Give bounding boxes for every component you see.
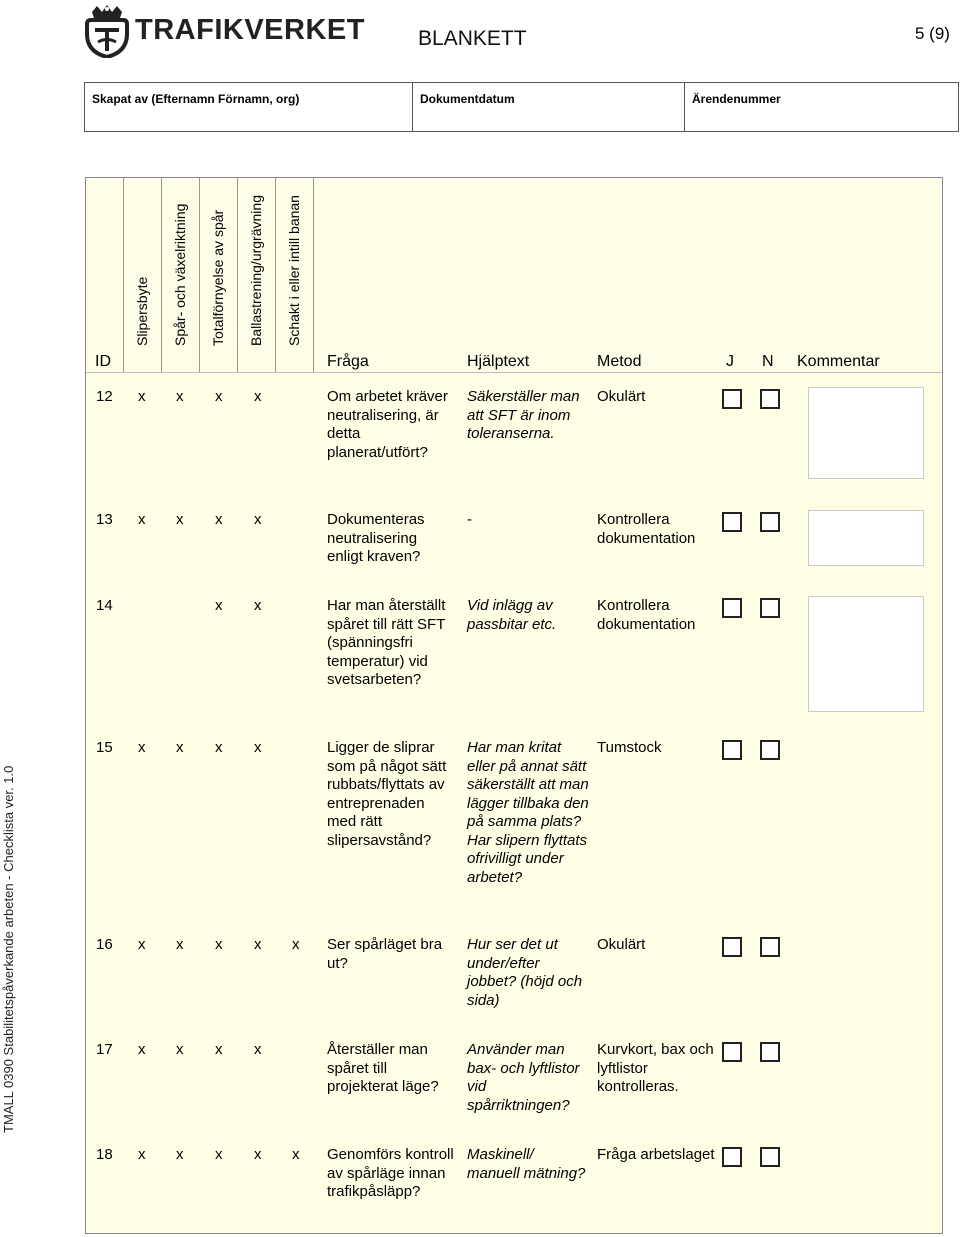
activity-mark: x bbox=[138, 1041, 146, 1058]
checklist-row bbox=[86, 723, 942, 920]
checklist-row bbox=[86, 1130, 942, 1233]
header-activity-column bbox=[276, 178, 314, 372]
header-activity-column bbox=[200, 178, 238, 372]
method-text: Tumstock bbox=[597, 739, 662, 756]
checklist-row bbox=[86, 920, 942, 1025]
header-activity-column bbox=[162, 178, 200, 372]
comment-field[interactable] bbox=[808, 596, 924, 712]
activity-mark: x bbox=[254, 511, 262, 528]
activity-mark: x bbox=[254, 388, 262, 405]
no-checkbox[interactable] bbox=[760, 389, 780, 409]
activity-mark: x bbox=[176, 936, 184, 953]
checklist-row bbox=[86, 583, 942, 723]
activity-mark: x bbox=[138, 511, 146, 528]
question-text: Om arbetet kräver neutralisering, är detta planerat/utfört? bbox=[327, 388, 448, 461]
header-activity-column bbox=[238, 178, 276, 372]
yes-checkbox[interactable] bbox=[722, 1042, 742, 1062]
activity-mark: x bbox=[254, 1041, 262, 1058]
activity-mark: x bbox=[215, 511, 223, 528]
help-text: Använder man bax- och lyftlistor vid spårriktningen? bbox=[467, 1041, 580, 1114]
header-activity-3: Totalförnyelse av spår bbox=[210, 209, 226, 346]
crown-emblem-icon bbox=[82, 4, 132, 58]
header-question: Fråga bbox=[327, 353, 369, 370]
row-id: 17 bbox=[96, 1041, 113, 1058]
header-activity-column bbox=[124, 178, 162, 372]
method-text: Kontrollera dokumentation bbox=[597, 511, 696, 547]
yes-checkbox[interactable] bbox=[722, 937, 742, 957]
header-help: Hjälptext bbox=[467, 353, 530, 370]
activity-mark: x bbox=[176, 739, 184, 756]
question-text: Har man återställt spåret till rätt SFT (spänningsfri temperatur) vid svetsarbeten? bbox=[327, 597, 446, 688]
header-activity-2: Spår- och växelriktning bbox=[172, 203, 188, 346]
logo-wordmark: TRAFIKVERKET bbox=[135, 14, 365, 46]
checklist-row bbox=[86, 1025, 942, 1130]
no-checkbox[interactable] bbox=[760, 598, 780, 618]
help-text: Vid inlägg av passbitar etc. bbox=[467, 597, 557, 633]
row-id: 18 bbox=[96, 1146, 113, 1163]
method-text: Okulärt bbox=[597, 936, 646, 953]
header-yes: J bbox=[726, 353, 734, 370]
activity-mark: x bbox=[215, 388, 223, 405]
help-text: Hur ser det ut under/efter jobbet? (höjd och sida) bbox=[467, 936, 583, 1009]
created-by-label: Skapat av (Efternamn Förnamn, org) bbox=[92, 92, 300, 106]
question-text: Genomförs kontroll av spårläge innan trafikpåsläpp? bbox=[327, 1146, 454, 1200]
document-date-field[interactable] bbox=[413, 83, 685, 131]
checklist-row bbox=[86, 496, 942, 583]
activity-mark: x bbox=[215, 1146, 223, 1163]
help-text: Maskinell/ manuell mätning? bbox=[467, 1146, 586, 1182]
created-by-field[interactable] bbox=[85, 83, 413, 131]
help-text: Säkerställer man att SFT är inom toleranserna. bbox=[467, 388, 580, 442]
method-text: Kurvkort, bax och lyftlistor kontrolleras. bbox=[597, 1041, 714, 1095]
no-checkbox[interactable] bbox=[760, 512, 780, 532]
document-type: BLANKETT bbox=[418, 27, 527, 50]
case-number-field[interactable] bbox=[685, 83, 958, 131]
header-comment: Kommentar bbox=[797, 353, 880, 370]
activity-mark: x bbox=[254, 597, 262, 614]
checklist-table bbox=[85, 177, 943, 1234]
no-checkbox[interactable] bbox=[760, 740, 780, 760]
activity-mark: x bbox=[254, 936, 262, 953]
activity-mark: x bbox=[176, 1146, 184, 1163]
activity-mark: x bbox=[292, 1146, 300, 1163]
checklist-header bbox=[86, 178, 942, 373]
header-activity-5: Schakt i eller intill banan bbox=[286, 195, 302, 346]
header-no: N bbox=[762, 353, 774, 370]
no-checkbox[interactable] bbox=[760, 1147, 780, 1167]
activity-mark: x bbox=[215, 597, 223, 614]
help-text: - bbox=[467, 511, 472, 528]
document-date-label: Dokumentdatum bbox=[420, 92, 515, 106]
checklist-row bbox=[86, 373, 942, 496]
yes-checkbox[interactable] bbox=[722, 1147, 742, 1167]
yes-checkbox[interactable] bbox=[722, 740, 742, 760]
question-text: Ser spårläget bra ut? bbox=[327, 936, 443, 972]
yes-checkbox[interactable] bbox=[722, 598, 742, 618]
header-method: Metod bbox=[597, 353, 642, 370]
activity-mark: x bbox=[254, 739, 262, 756]
header-activity-1: Slipersbyte bbox=[134, 276, 150, 346]
method-text: Kontrollera dokumentation bbox=[597, 597, 696, 633]
row-id: 15 bbox=[96, 739, 113, 756]
row-id: 16 bbox=[96, 936, 113, 953]
activity-mark: x bbox=[176, 388, 184, 405]
template-caption-text: TMALL 0390 Stabilitetspåverkande arbeten - Checklista ver. 1.0 bbox=[1, 765, 16, 1133]
activity-mark: x bbox=[176, 1041, 184, 1058]
header-id: ID bbox=[95, 353, 111, 370]
activity-mark: x bbox=[254, 1146, 262, 1163]
header-activity-4: Ballastrening/urgrävning bbox=[248, 195, 264, 346]
help-text: Har man kritat eller på annat sätt säkerställt att man lägger tillbaka den på samma plats? Har slipern flyttats ofrivilligt under arbetet? bbox=[467, 739, 589, 886]
question-text: Ligger de sliprar som på något sätt rubbats/flyttats av entreprenaden med rätt slipersavstånd? bbox=[327, 739, 447, 849]
comment-field[interactable] bbox=[808, 510, 924, 566]
comment-field[interactable] bbox=[808, 387, 924, 479]
template-caption bbox=[1, 0, 21, 1133]
no-checkbox[interactable] bbox=[760, 1042, 780, 1062]
question-text: Återställer man spåret till projekterat läge? bbox=[327, 1041, 439, 1095]
activity-mark: x bbox=[176, 511, 184, 528]
method-text: Fråga arbetslaget bbox=[597, 1146, 715, 1163]
question-text: Dokumenteras neutralisering enligt kraven? bbox=[327, 511, 425, 565]
yes-checkbox[interactable] bbox=[722, 389, 742, 409]
no-checkbox[interactable] bbox=[760, 937, 780, 957]
page-number: 5 (9) bbox=[915, 24, 950, 43]
activity-mark: x bbox=[292, 936, 300, 953]
activity-mark: x bbox=[138, 388, 146, 405]
method-text: Okulärt bbox=[597, 388, 646, 405]
activity-mark: x bbox=[215, 1041, 223, 1058]
row-id: 13 bbox=[96, 511, 113, 528]
case-number-label: Ärendenummer bbox=[692, 92, 781, 106]
document-info-table bbox=[84, 82, 959, 132]
yes-checkbox[interactable] bbox=[722, 512, 742, 532]
activity-mark: x bbox=[138, 1146, 146, 1163]
header-id-column bbox=[86, 178, 124, 372]
row-id: 14 bbox=[96, 597, 113, 614]
activity-mark: x bbox=[138, 936, 146, 953]
activity-mark: x bbox=[215, 739, 223, 756]
activity-mark: x bbox=[138, 739, 146, 756]
activity-mark: x bbox=[215, 936, 223, 953]
row-id: 12 bbox=[96, 388, 113, 405]
